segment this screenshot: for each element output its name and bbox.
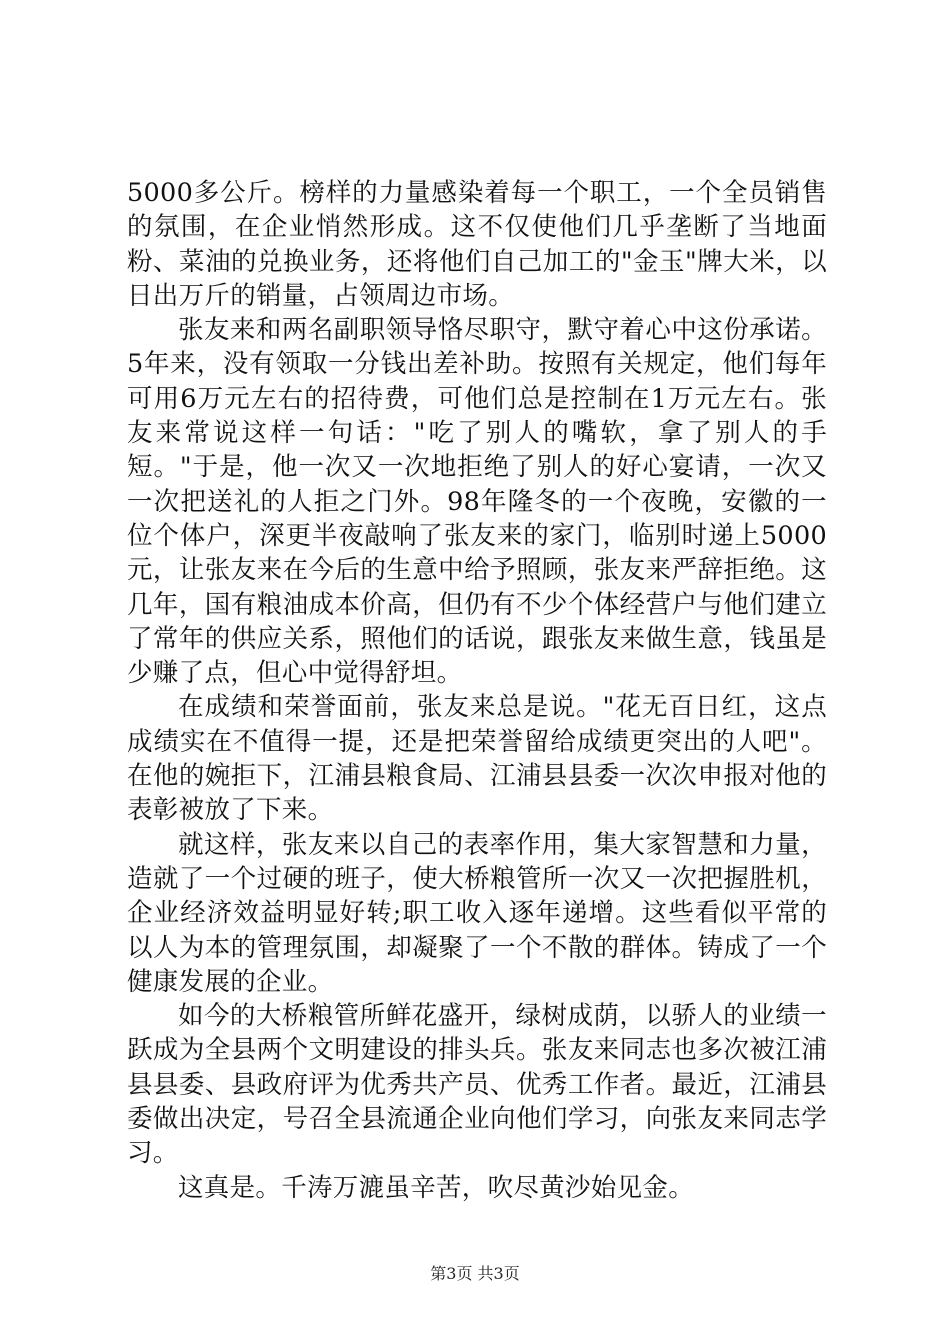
paragraph-achievements: 如今的大桥粮管所鲜花盛开，绿树成荫，以骄人的业绩一跃成为全县两个文明建设的排头兵。张友来同志也多次被江浦县县委、县政府评为优秀共产员、优秀工作者。最近，江浦县委做出决定，号召全县流通企业向他们学习，向张友来同志学习。: [127, 1001, 827, 1169]
page-number-footer: 第3页 共3页: [430, 1264, 520, 1283]
paragraph-team: 就这样，张友来以自己的表率作用，集大家智慧和力量，造就了一个过硬的班子，使大桥粮管所一次又一次把握胜机，企业经济效益明显好转;职工收入逐年递增。这些看似平常的以人为本的管理氛围，却凝聚了一个不散的群体。铸成了一个健康发展的企业。: [127, 829, 827, 997]
paragraph-integrity: 张友来和两名副职领导恪尽职守，默守着心中这份承诺。5年来，没有领取一分钱出差补助。按照有关规定，他们每年可用6万元左右的招待费，可他们总是控制在1万元左右。张友来常说这样一句话："吃了别人的嘴软，拿了别人的手短。"于是，他一次又一次地拒绝了别人的好心宴请，一次又一次把送礼的人拒之门外。98年隆冬的一个夜晚，安徽的一位个体户，深更半夜敲响了张友来的家门，临别时递上5000元，让张友来在今后的生意中给予照顾，张友来严辞拒绝。这几年，国有粮油成本价高，但仍有不少个体经营户与他们建立了常年的供应关系，照他们的话说，跟张友来做生意，钱虽是少赚了点，但心中觉得舒坦。: [127, 315, 827, 689]
paragraph-continuation: 5000多公斤。榜样的力量感染着每一个职工，一个全员销售的氛围，在企业悄然形成。这不仅使他们几乎垄断了当地面粉、菜油的兑换业务，还将他们自己加工的"金玉"牌大米，以日出万斤的销量，占领周边市场。: [127, 178, 827, 311]
body-text: [127, 176, 827, 1205]
paragraph-honors: 在成绩和荣誉面前，张友来总是说。"花无百日红，这点成绩实在不值得一提，还是把荣誉留给成绩更突出的人吧"。在他的婉拒下，江浦县粮食局、江浦县县委一次次申报对他的表彰被放了下来。: [127, 692, 827, 826]
paragraph-closing: 这真是。千涛万漉虽辛苦，吹尽黄沙始见金。: [178, 1172, 695, 1203]
